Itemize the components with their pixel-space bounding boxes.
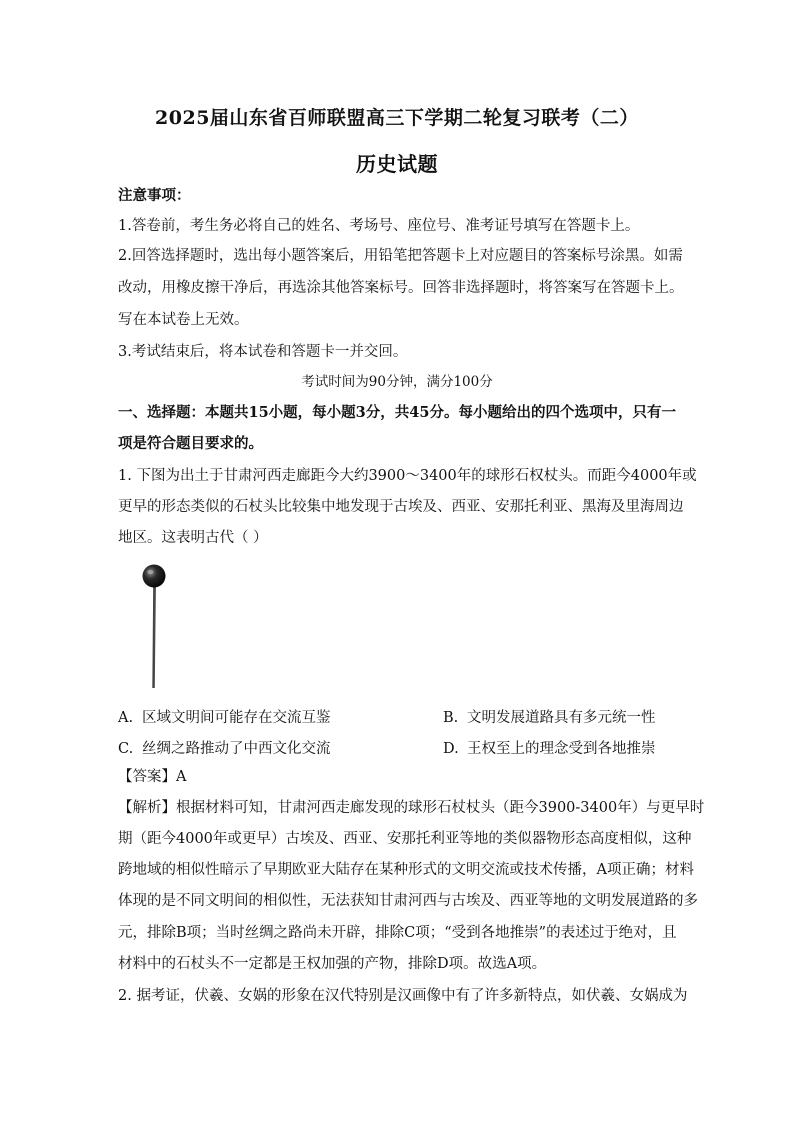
q1-analysis-line-4: 体现的是不同文明间的相似性，无法获知甘肃河西与古埃及、西亚等地的文明发展道路的多	[118, 893, 698, 909]
q1-stem-line-3: 地区。这表明古代（ ）	[118, 530, 268, 546]
q1-stem-line-1: 1. 下图为出土于甘肃河西走廊距今大约3900～3400年的球形石权杖头。而距今4000年或	[118, 468, 697, 484]
q1-analysis-line-1: 【解析】根据材料可知，甘肃河西走廊发现的球形石杖杖头（距今3900-3400年）与更早时	[118, 800, 705, 816]
notice-item-2-line-1: 2.回答选择题时，选出每小题答案后，用铅笔把答题卡上对应题目的答案标号涂黑。如需	[118, 248, 683, 264]
q1-option-a	[118, 706, 331, 727]
section1-line-1: 一、选择题：本题共15小题，每小题3分，共45分。每小题给出的四个选项中，只有一	[118, 404, 676, 421]
section1-line-2: 项是符合题目要求的。	[118, 435, 263, 452]
stone-mace-head-image	[139, 562, 171, 692]
notice-item-1: 1.答卷前，考生务必将自己的姓名、考场号、座位号、准考证号填写在答题卡上。	[118, 218, 640, 234]
notice-item-2-line-3: 写在本试卷上无效。	[118, 312, 249, 328]
option-key: D.	[443, 741, 459, 757]
q1-option-d	[443, 737, 656, 758]
q1-analysis-line-3: 跨地域的相似性暗示了早期欧亚大陆存在某种形式的文明交流或技术传播，A项正确；材料	[118, 862, 694, 878]
q1-analysis-line-5: 元，排除B项；当时丝绸之路尚未开辟，排除C项；“受到各地推崇”的表述过于绝对，且	[118, 925, 677, 941]
exam-info: 考试时间为90分钟，满分100分	[301, 374, 493, 390]
page-subtitle: 历史试题	[356, 152, 438, 176]
option-key: C.	[118, 741, 134, 757]
option-text: 王权至上的理念受到各地推崇	[467, 741, 656, 757]
option-key: B.	[443, 710, 459, 726]
option-key: A.	[118, 710, 134, 726]
notice-item-2-line-2: 改动，用橡皮擦干净后，再选涂其他答案标号。回答非选择题时，将答案写在答题卡上。	[118, 280, 684, 296]
q1-analysis-line-6: 材料中的石杖头不一定都是王权加强的产物，排除D项。故选A项。	[118, 956, 547, 972]
notice-heading: 注意事项：	[118, 187, 191, 204]
q1-option-c	[118, 737, 331, 758]
option-text: 丝绸之路推动了中西文化交流	[142, 741, 331, 757]
q2-stem-line-1: 2. 据考证，伏羲、女娲的形象在汉代特别是汉画像中有了许多新特点，如伏羲、女娲成为	[118, 988, 688, 1004]
q1-answer: 【答案】A	[118, 769, 187, 785]
page-title: 2025届山东省百师联盟高三下学期二轮复习联考（二）	[155, 107, 639, 129]
option-text: 文明发展道路具有多元统一性	[467, 710, 656, 726]
q1-analysis-line-2: 期（距今4000年或更早）古埃及、西亚、安那托利亚等地的类似器物形态高度相似，这种	[118, 831, 692, 847]
q1-stem-line-2: 更早的形态类似的石杖头比较集中地发现于古埃及、西亚、安那托利亚、黑海及里海周边	[118, 499, 684, 515]
q1-option-b	[443, 706, 656, 727]
notice-item-3: 3.考试结束后，将本试卷和答题卡一并交回。	[118, 344, 408, 360]
option-text: 区域文明间可能存在交流互鉴	[142, 710, 331, 726]
